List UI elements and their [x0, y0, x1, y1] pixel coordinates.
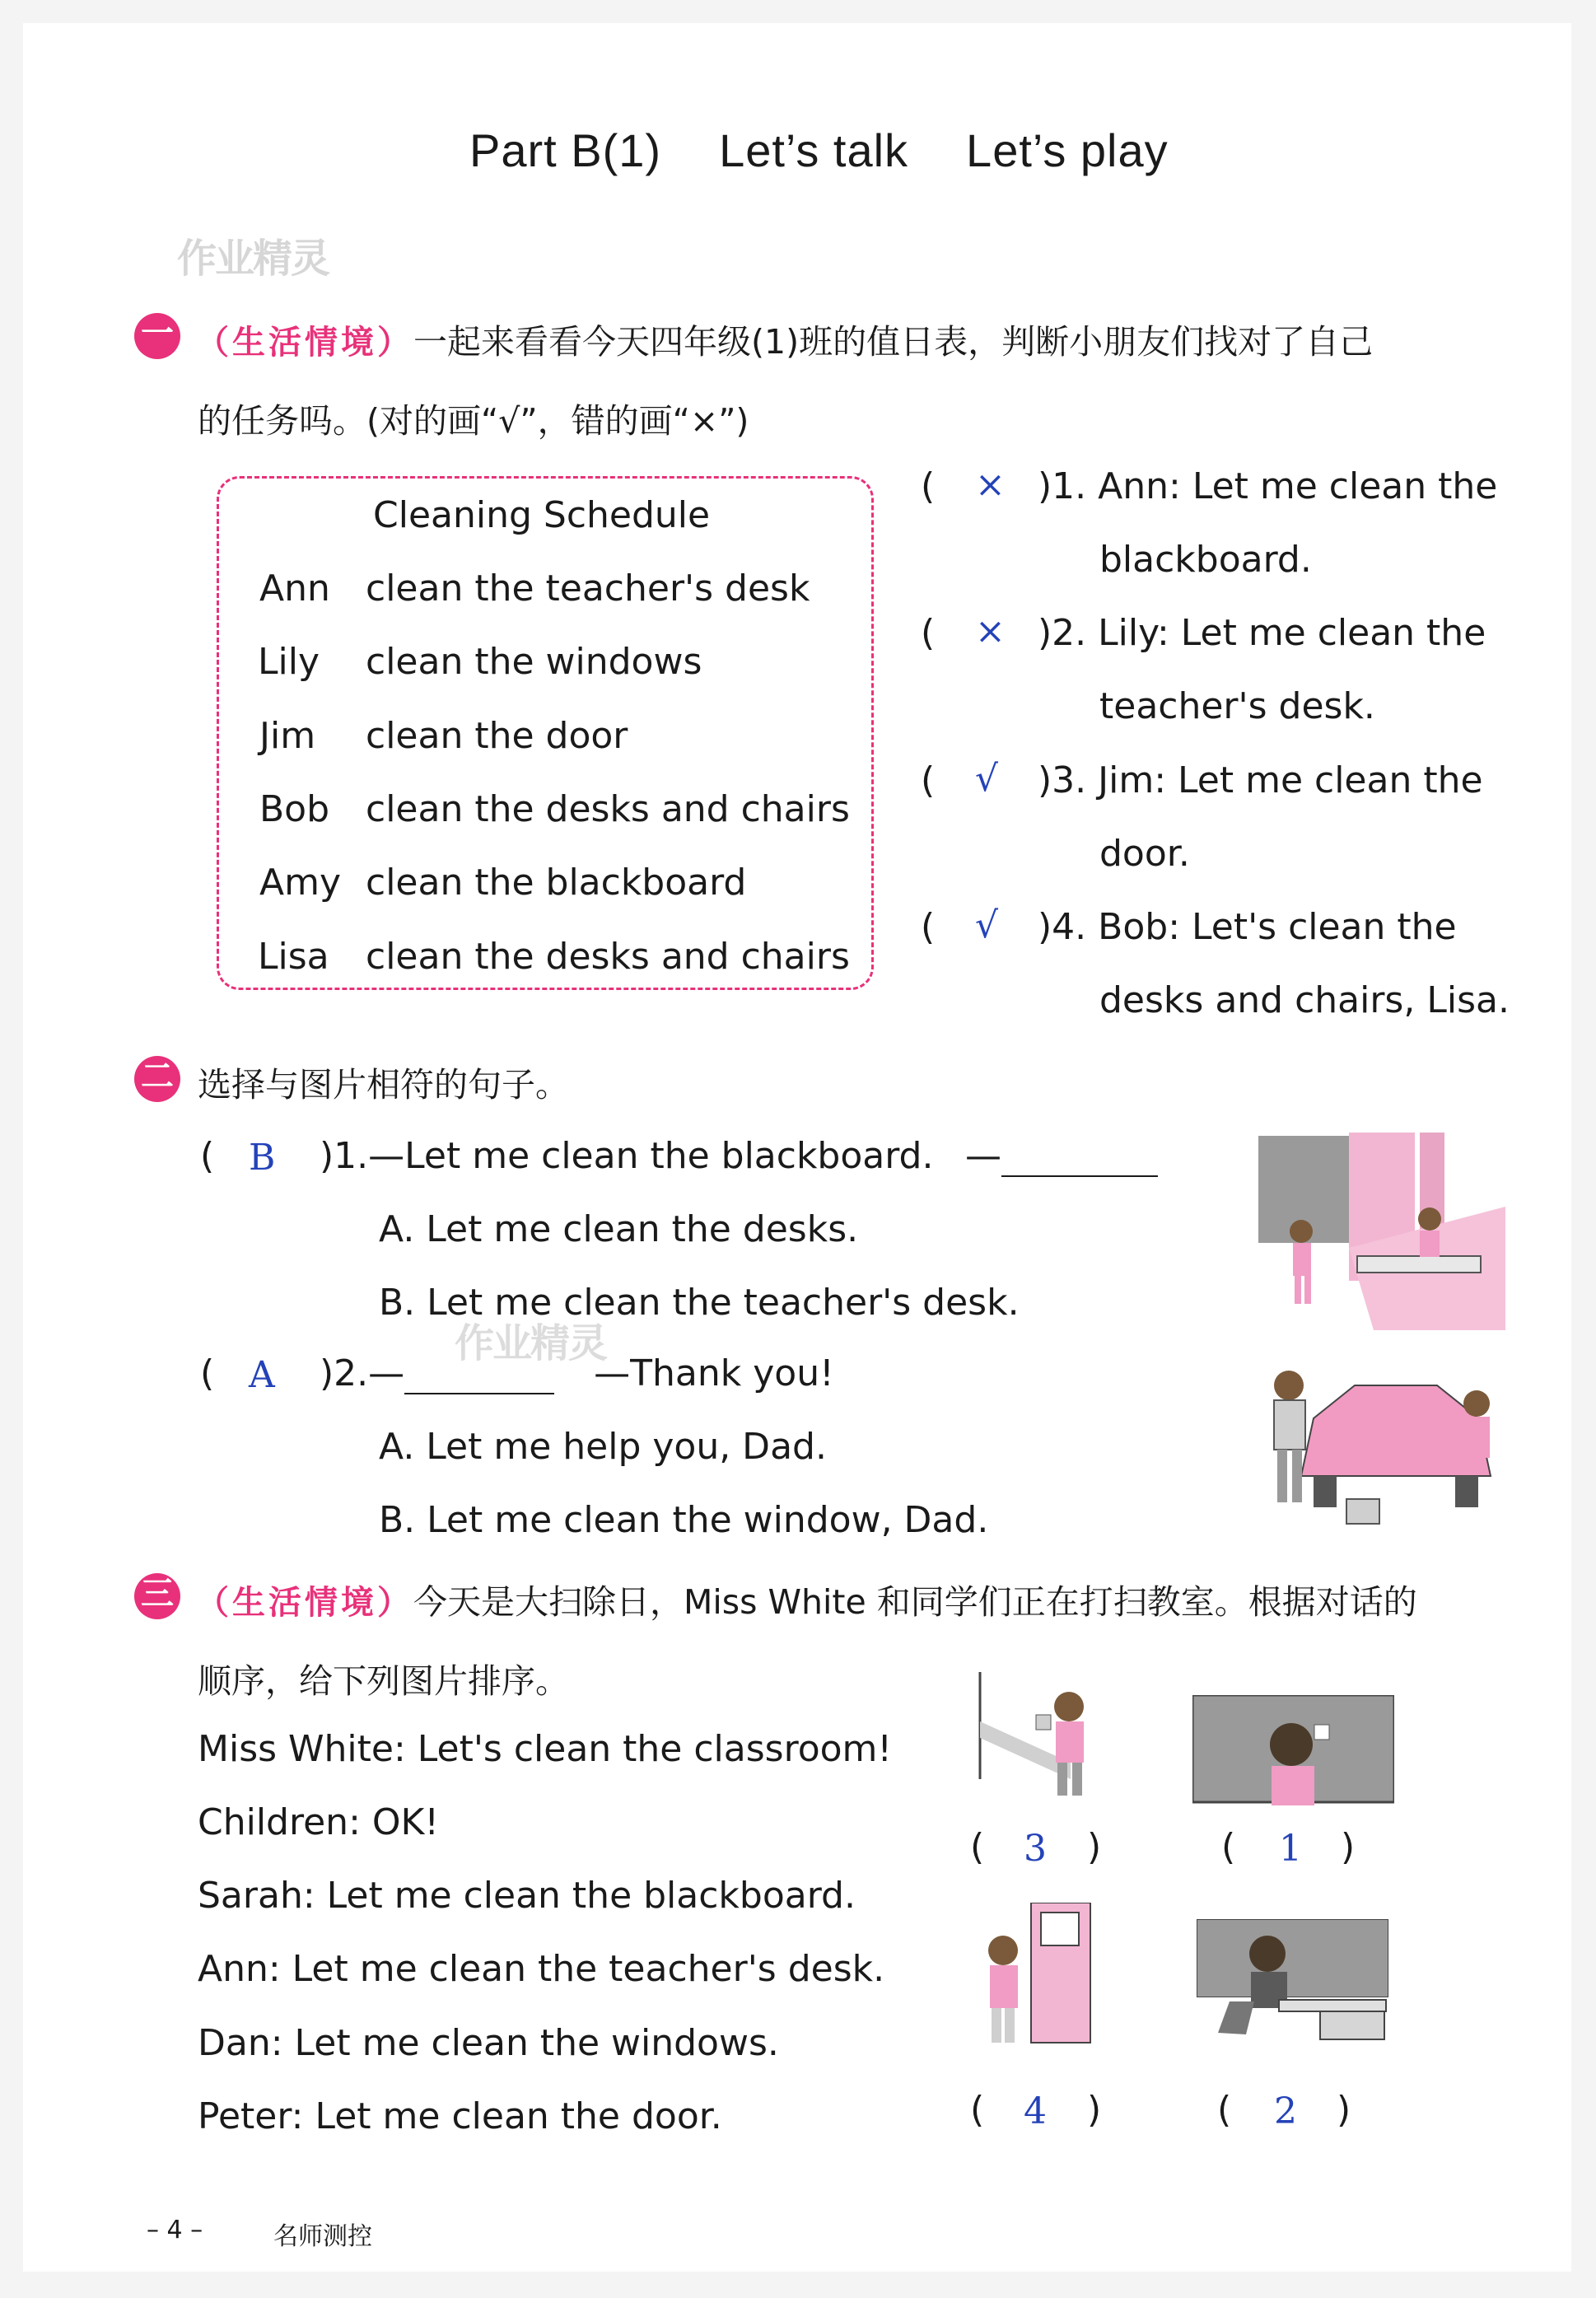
- item-1-line2: blackboard.: [1099, 539, 1312, 581]
- schedule-task-ann: clean the teacher's desk: [366, 567, 810, 610]
- section-3-instruction-2: 顺序，给下列图片排序。: [198, 1661, 569, 1701]
- dialogue-line-2: Children: OK!: [198, 1801, 440, 1843]
- section-1-number: 一: [134, 313, 180, 359]
- item-2-line2: teacher's desk.: [1099, 685, 1375, 727]
- schedule-task-amy: clean the blackboard: [366, 862, 747, 904]
- dialogue-line-3: Sarah: Let me clean the blackboard.: [198, 1875, 856, 1917]
- schedule-name-jim: Jim: [259, 715, 316, 757]
- schedule-task-bob: clean the desks and chairs: [366, 788, 850, 830]
- order-answer-4: 2: [1274, 2090, 1297, 2132]
- schedule-name-ann: Ann: [259, 567, 330, 610]
- q1-paren: (: [200, 1135, 215, 1177]
- order-answer-2: 1: [1279, 1828, 1302, 1870]
- q1-prompt-text: —Let me clean the blackboard.: [368, 1135, 934, 1177]
- section-3-number: 三: [134, 1573, 180, 1619]
- dialogue-line-6: Peter: Let me clean the door.: [198, 2095, 722, 2137]
- item-1-answer: ×: [975, 464, 1006, 506]
- item-2-paren: (: [921, 612, 936, 654]
- title-part: Part B(1): [469, 124, 662, 176]
- q1-prompt: [320, 1135, 933, 1177]
- order-1-paren-close: ): [1087, 1826, 1102, 1868]
- schedule-task-lisa: clean the desks and chairs: [366, 936, 850, 978]
- q2-reply: —Thank you!: [594, 1352, 834, 1394]
- item-3-paren: (: [921, 759, 936, 801]
- q2-answer-blank[interactable]: [404, 1357, 554, 1394]
- order-3-paren-open: (: [970, 2089, 985, 2131]
- item-3-answer: √: [975, 758, 999, 800]
- q2-num: )2.: [320, 1352, 369, 1394]
- picture-washing-car: [1264, 1352, 1510, 1527]
- item-2-num: )2.: [1038, 612, 1087, 654]
- q2-prompt: [320, 1352, 834, 1394]
- item-1-paren: (: [921, 465, 936, 507]
- schedule-title: Cleaning Schedule: [373, 494, 711, 536]
- q1-option-a: A. Let me clean the desks.: [379, 1208, 859, 1250]
- q2-prompt-dash: —: [368, 1352, 405, 1394]
- item-2-answer: ×: [975, 610, 1006, 652]
- picture-blackboard-desk: [1258, 1133, 1505, 1330]
- order-1-paren-open: (: [970, 1826, 985, 1868]
- section-2-number: 二: [134, 1056, 180, 1102]
- item-4-paren: (: [921, 906, 936, 948]
- schedule-name-lisa: Lisa: [258, 936, 329, 978]
- order-2-paren-open: (: [1221, 1826, 1236, 1868]
- watermark-middle: 作业精灵: [455, 1320, 607, 1366]
- q1-reply: [965, 1135, 1158, 1177]
- q2-paren: (: [200, 1352, 215, 1394]
- item-4-line2: desks and chairs, Lisa.: [1099, 979, 1510, 1021]
- watermark-top: 作业精灵: [177, 236, 329, 282]
- section-3-tag: （生活情境）: [196, 1584, 413, 1622]
- item-4-line1: [1038, 906, 1457, 948]
- page-title: [469, 124, 1169, 177]
- schedule-name-amy: Amy: [259, 862, 341, 904]
- order-4-paren-open: (: [1217, 2089, 1232, 2131]
- q2-option-b: B. Let me clean the window, Dad.: [379, 1499, 989, 1541]
- dialogue-line-5: Dan: Let me clean the windows.: [198, 2022, 779, 2064]
- item-4-answer: √: [975, 904, 999, 946]
- item-3-line1: [1038, 759, 1483, 801]
- schedule-task-jim: clean the door: [366, 715, 628, 757]
- item-1-line1: [1038, 465, 1497, 507]
- order-2-paren-close: ): [1341, 1826, 1356, 1868]
- item-2-line1: [1038, 612, 1486, 654]
- order-3-paren-close: ): [1087, 2089, 1102, 2131]
- section-1-instruction-2: 的任务吗。(对的画“√”，错的画“×”): [198, 401, 749, 441]
- schedule-name-bob: Bob: [259, 788, 330, 830]
- item-1-text: Ann: Let me clean the: [1098, 465, 1498, 507]
- schedule-name-lily: Lily: [258, 641, 320, 683]
- order-answer-3: 4: [1024, 2090, 1047, 2132]
- dialogue-line-4: Ann: Let me clean the teacher's desk.: [198, 1948, 885, 1990]
- item-2-text: Lily: Let me clean the: [1098, 612, 1486, 654]
- q1-reply-dash: —: [965, 1135, 1001, 1177]
- q1-option-b: B. Let me clean the teacher's desk.: [379, 1282, 1020, 1324]
- item-1-num: )1.: [1038, 465, 1087, 507]
- picture-cleaning-blackboard: [1192, 1695, 1394, 1810]
- q2-option-a: A. Let me help you, Dad.: [379, 1426, 827, 1468]
- q1-answer-blank[interactable]: [1001, 1139, 1158, 1177]
- title-play: Let’s play: [966, 124, 1169, 176]
- section-3-text: 今天是大扫除日，Miss White 和同学们正在打扫教室。根据对话的: [413, 1582, 1417, 1622]
- picture-cleaning-window: [972, 1672, 1104, 1804]
- picture-cleaning-desk: [1197, 1919, 1388, 2043]
- section-2-instruction: 选择与图片相符的句子。: [198, 1065, 569, 1105]
- item-4-text: Bob: Let's clean the: [1098, 906, 1457, 948]
- order-4-paren-close: ): [1337, 2089, 1351, 2131]
- dialogue-line-1: Miss White: Let's clean the classroom!: [198, 1728, 893, 1770]
- item-3-num: )3.: [1038, 759, 1087, 801]
- q1-num: )1.: [320, 1135, 369, 1177]
- item-4-num: )4.: [1038, 906, 1087, 948]
- q2-answer: A: [249, 1354, 275, 1396]
- page-number: – 4 –: [147, 2216, 203, 2244]
- picture-cleaning-door: [975, 1903, 1100, 2051]
- footer-brand: 名师测控: [273, 2222, 372, 2251]
- item-3-line2: door.: [1099, 833, 1190, 875]
- schedule-task-lily: clean the windows: [366, 641, 702, 683]
- section-1-tag: （生活情境）: [196, 324, 413, 362]
- title-talk: Let’s talk: [719, 124, 909, 176]
- section-3-instruction: [196, 1575, 1417, 1623]
- section-1-instruction: [196, 315, 1373, 363]
- section-1-text: 一起来看看今天四年级(1)班的值日表，判断小朋友们找对了自己: [413, 322, 1374, 362]
- q1-answer: B: [249, 1137, 276, 1179]
- item-3-text: Jim: Let me clean the: [1098, 759, 1483, 801]
- order-answer-1: 3: [1024, 1828, 1047, 1870]
